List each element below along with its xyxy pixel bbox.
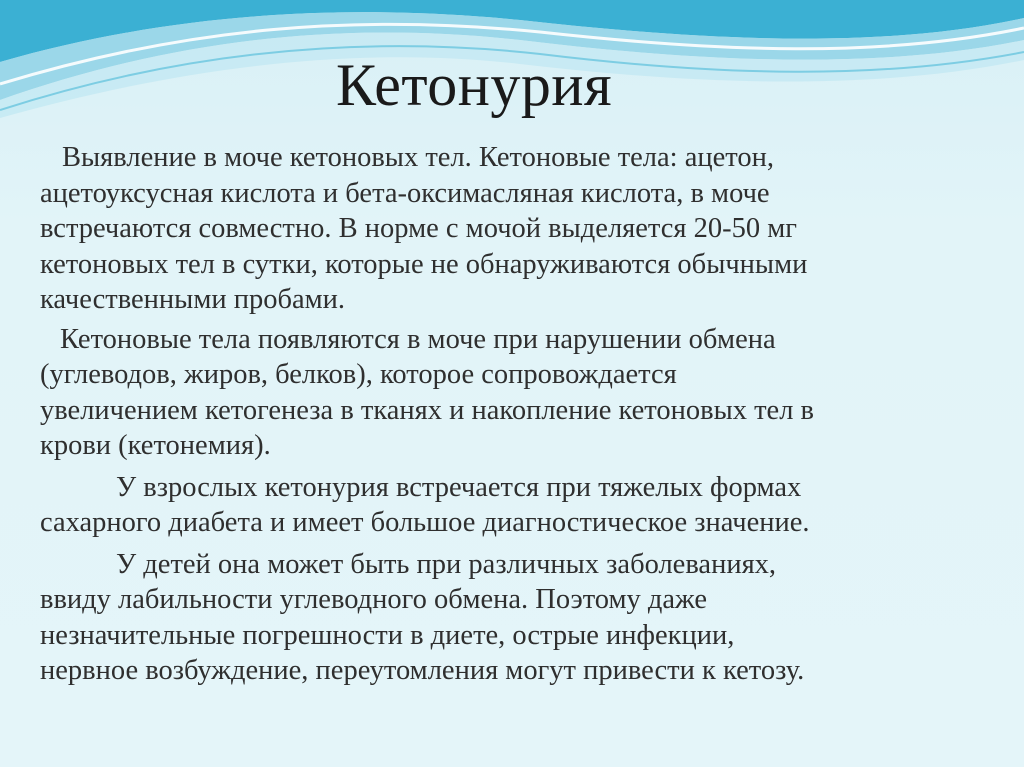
slide-title: Кетонурия bbox=[336, 52, 613, 118]
paragraph-adults: У взрослых кетонурия встречается при тяжелых формах сахарного диабета и имеет большое диагностическое значение. bbox=[40, 471, 810, 538]
paragraph-causes: Кетоновые тела появляются в моче при нарушении обмена (углеводов, жиров, белков), которое сопровождается увеличением кетогенеза в тканях и накопление кетоновых тел в крови (кетонемия). bbox=[40, 323, 814, 461]
paragraph-definition: Выявление в моче кетоновых тел. Кетоновые тела: ацетон, ацетоуксусная кислота и бета-оксимасляная кислота, в моче встречаются совместно. В норме с мочой выделяется 20-50 мг кетоновых тел в сутки, которые не обнаруживаются обычными качественными пробами. bbox=[40, 142, 808, 315]
paragraph-children: У детей она может быть при различных заболеваниях, ввиду лабильности углеводного обмена. Поэтому даже незначительные погрешности в диете, острые инфекции, нервное возбуждение, переутомления могут привести к кетозу. bbox=[40, 548, 805, 686]
slide-body bbox=[40, 140, 1000, 689]
